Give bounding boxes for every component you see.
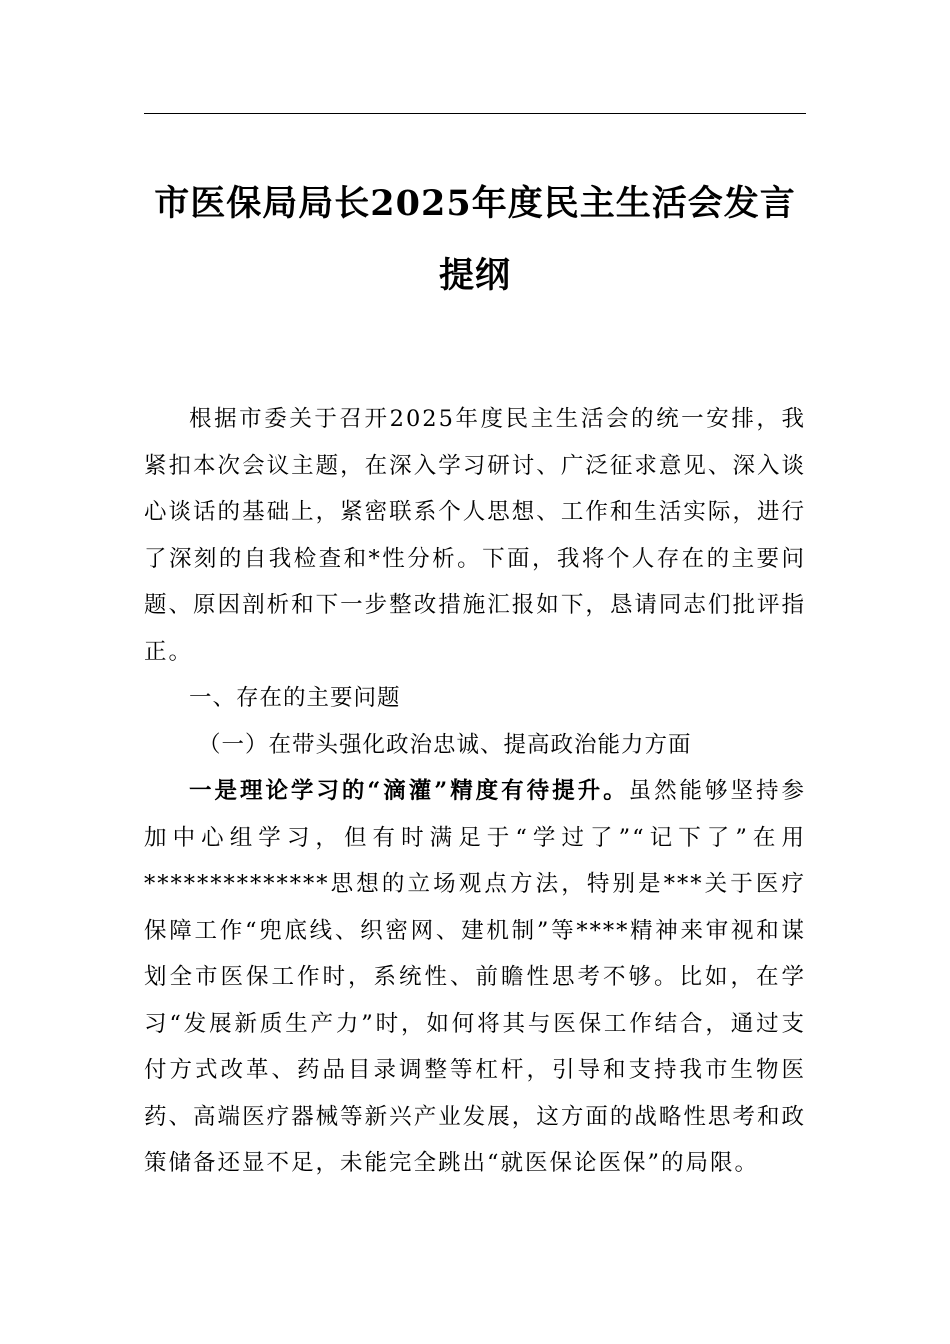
- point-paragraph: [144, 768, 806, 1187]
- intro-paragraph: 根据市委关于召开2025年度民主生活会的统一安排，我紧扣本次会议主题，在深入学习研讨、广泛征求意见、深入谈心谈话的基础上，紧密联系个人思想、工作和生活实际，进行了深刻的自我检查和*性分析。下面，我将个人存在的主要问题、原因剖析和下一步整改措施汇报如下，恳请同志们批评指正。: [144, 406, 806, 665]
- subsection-heading: （一）在带头强化政治忠诚、提高政治能力方面: [198, 731, 692, 758]
- section-heading: 一、存在的主要问题: [189, 685, 401, 711]
- header-rule: [144, 113, 806, 114]
- point-lead: 一是理论学习的“滴灌”精度有待提升。: [189, 778, 629, 804]
- document-title: 市医保局局长2025年度民主生活会发言提纲: [154, 183, 796, 296]
- point-body: 虽然能够坚持参加中心组学习，但有时满足于“学过了”“记下了”在用**************思想的立场观点方法，特别是***关于医疗保障工作“兜底线、织密网、建机制”等****精神来审视和谋划全市医保工作时，系统性、前瞻性思考不够。比如，在学习“发展新质生产力”时，如何将其与医保工作结合，通过支付方式改革、药品目录调整等杠杆，引导和支持我市生物医药、高端医疗器械等新兴产业发展，这方面的战略性思考和政策储备还显不足，未能完全跳出“就医保论医保”的局限。: [144, 778, 806, 1176]
- document-body: [144, 396, 806, 1187]
